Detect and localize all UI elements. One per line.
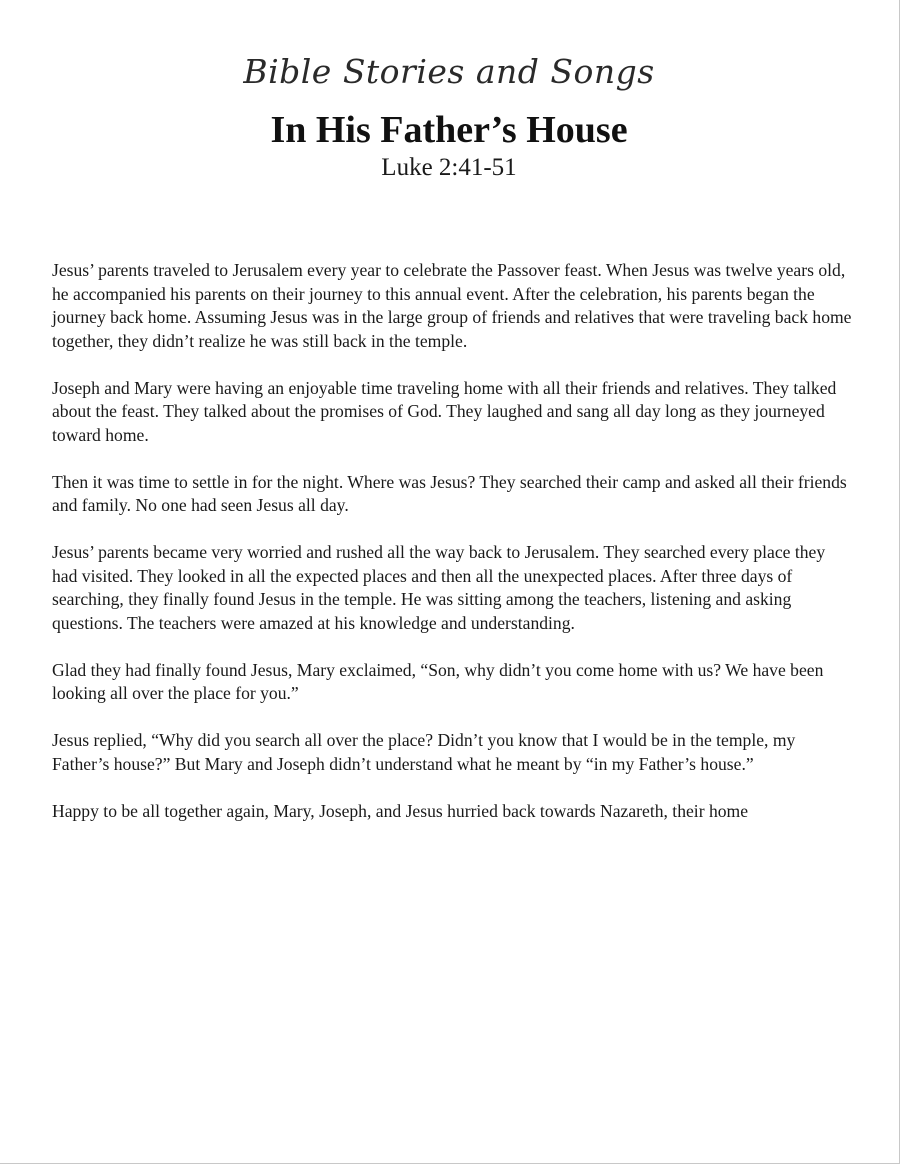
series-title: Bible Stories and Songs [243, 52, 655, 91]
story-paragraph: Happy to be all together again, Mary, Joseph, and Jesus hurried back towards Nazareth, their home [52, 800, 749, 821]
story-paragraph: Jesus replied, “Why did you search all over the place? Didn’t you know that I would be in the temple, my Father’s house?” But Mary and Joseph didn’t understand what he meant by “in my Father’s house.” [52, 730, 796, 774]
story-paragraph: Glad they had finally found Jesus, Mary exclaimed, “Son, why didn’t you come home with us? We have been looking all over the place for you.” [52, 659, 824, 703]
story-paragraph: Jesus’ parents traveled to Jerusalem every year to celebrate the Passover feast. When Jesus was twelve years old, he accompanied his parents on their journey to this annual event. After the celebration, his parents began the journey back home. Assuming Jesus was in the large group of friends and relatives that were traveling back home together, they didn’t realize he was still back in the temple. [52, 260, 852, 351]
story-title: In His Father’s House [270, 109, 628, 151]
story-paragraph: Joseph and Mary were having an enjoyable time traveling home with all their friends and relatives. They talked about the feast. They talked about the promises of God. They laughed and sang all day long as they journeyed toward home. [52, 377, 837, 445]
scripture-reference: Luke 2:41-51 [381, 154, 517, 181]
story-paragraph: Then it was time to settle in for the night. Where was Jesus? They searched their camp and asked all their friends and family. No one had seen Jesus all day. [52, 471, 847, 515]
story-paragraph: Jesus’ parents became very worried and rushed all the way back to Jerusalem. They searched every place they had visited. They looked in all the expected places and then all the unexpected places. After three days of searching, they finally found Jesus in the temple. He was sitting among the teachers, listening and asking questions. The teachers were amazed at his knowledge and understanding. [52, 542, 826, 633]
story-body [52, 259, 852, 847]
